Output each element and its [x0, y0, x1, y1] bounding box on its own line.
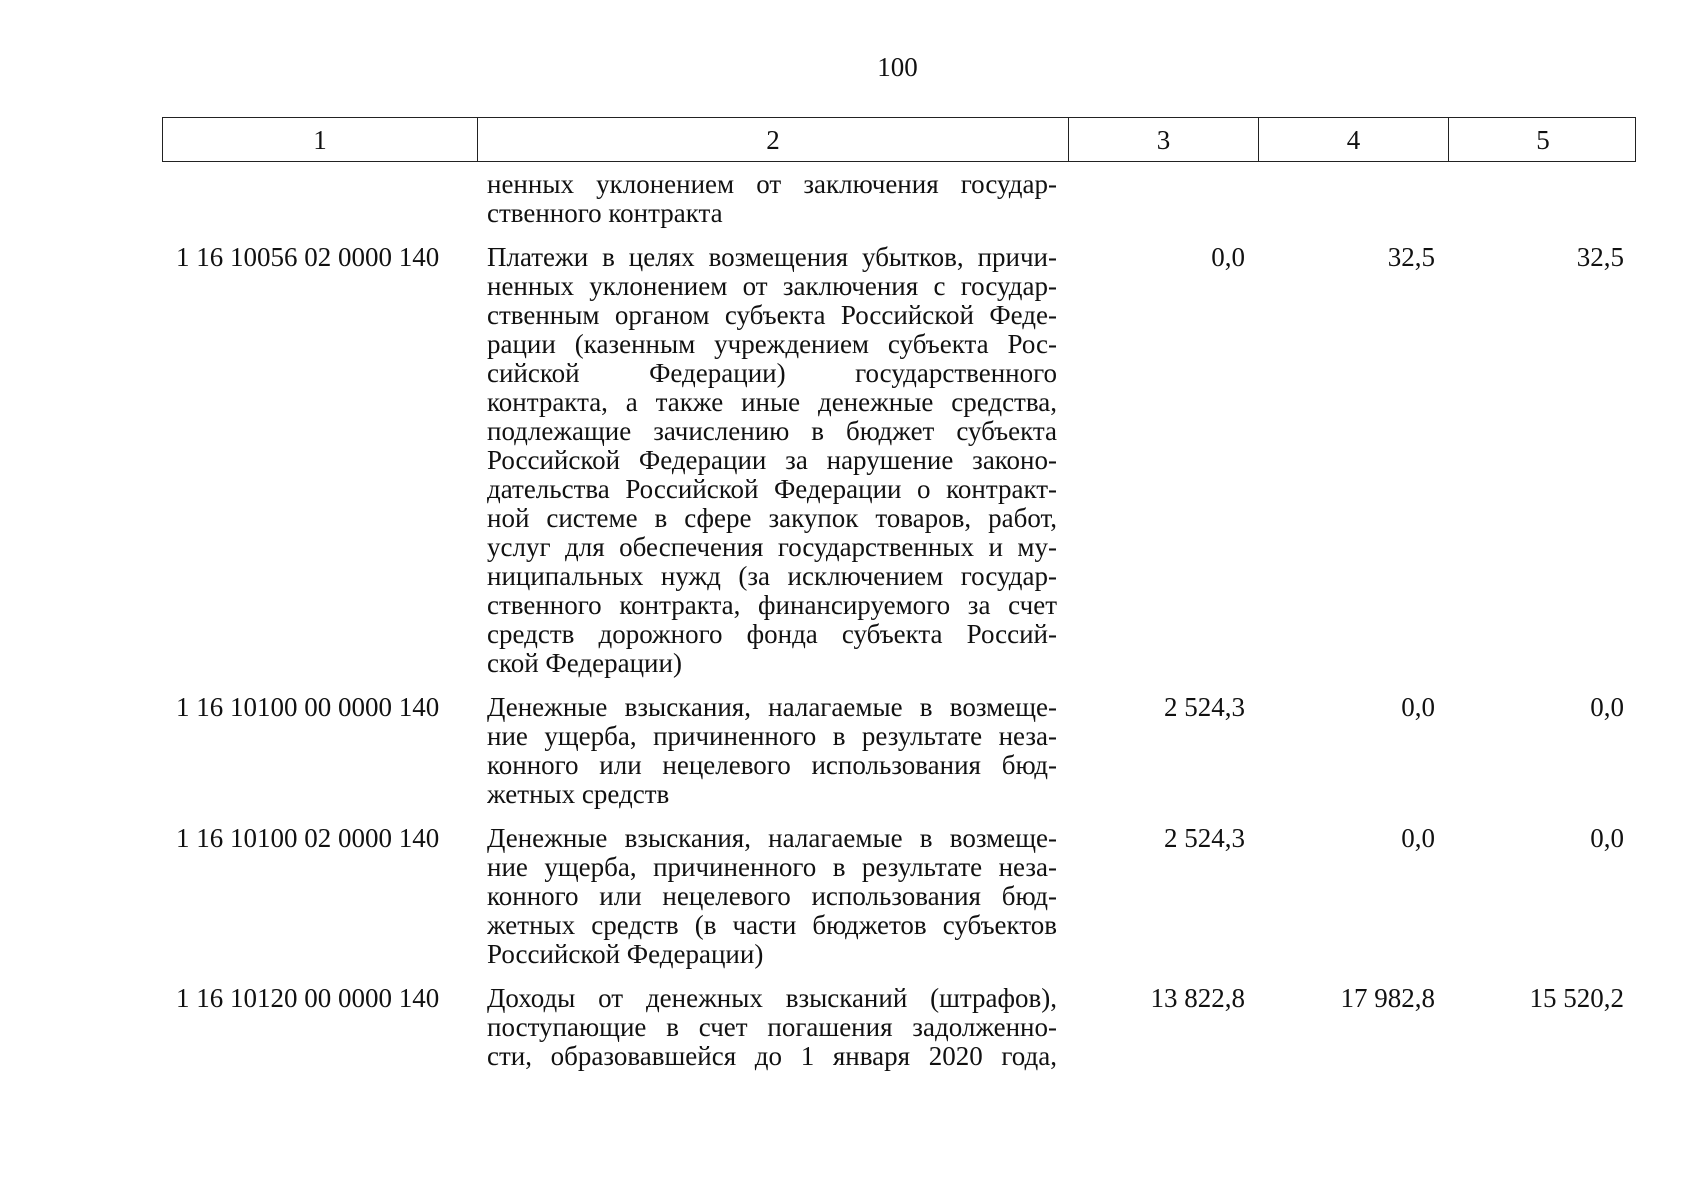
table-header-row: [162, 117, 1636, 162]
row-description: [476, 693, 1067, 809]
row-col-3: 0,0: [1211, 242, 1245, 272]
description-line: ственного контракта: [487, 199, 723, 228]
description-line: услуг для обеспечения государственных и му-: [487, 533, 1057, 562]
row-col-4: 0,0: [1401, 692, 1435, 722]
row-code: [162, 170, 476, 228]
row-description: [476, 170, 1067, 228]
row-col-5: [1447, 170, 1636, 228]
description-line: конного или нецелевого использования бюд-: [487, 751, 1057, 780]
row-col-3: 2 524,3: [1164, 692, 1245, 722]
description-line: ственным органом субъекта Российской Феде-: [487, 301, 1057, 330]
description-line: сийской Федерации) государственного: [487, 359, 1057, 388]
row-col-5: 0,0: [1590, 692, 1624, 722]
description-line: контракта, а также иные денежные средства,: [487, 388, 1057, 417]
table-row: [162, 824, 1636, 969]
row-col-5: 32,5: [1576, 242, 1624, 272]
description-line: жетных средств (в части бюджетов субъектов: [487, 911, 1057, 940]
row-description: [476, 243, 1067, 678]
header-col-5: 5: [1448, 118, 1637, 162]
header-col-4: 4: [1258, 118, 1448, 162]
description-line: ской Федерации): [487, 649, 682, 678]
description-line: Доходы от денежных взысканий (штрафов),: [487, 984, 1057, 1013]
description-line: ненных уклонением от заключения государ-: [487, 170, 1057, 199]
description-line: Платежи в целях возмещения убытков, причи-: [487, 243, 1057, 272]
description-line: ненных уклонением от заключения с государ-: [487, 272, 1057, 301]
row-col-4: 32,5: [1387, 242, 1435, 272]
description-line: ной системе в сфере закупок товаров, работ,: [487, 504, 1057, 533]
row-description: [476, 824, 1067, 969]
row-code: 1 16 10100 02 0000 140: [176, 823, 440, 853]
row-col-3: 13 822,8: [1150, 983, 1245, 1013]
header-col-3: 3: [1068, 118, 1258, 162]
description-line: ственного контракта, финансируемого за счет: [487, 591, 1057, 620]
description-line: Российской Федерации): [487, 940, 764, 969]
row-col-3: [1067, 170, 1257, 228]
description-line: ние ущерба, причиненного в результате неза-: [487, 853, 1057, 882]
table-row: [162, 693, 1636, 809]
table-row-continuation: [162, 170, 1636, 228]
row-code: 1 16 10100 00 0000 140: [176, 692, 440, 722]
row-code: 1 16 10056 02 0000 140: [176, 242, 440, 272]
description-line: подлежащие зачислению в бюджет субъекта: [487, 417, 1057, 446]
description-line: поступающие в счет погашения задолженно-: [487, 1013, 1057, 1042]
row-description: [476, 984, 1067, 1071]
budget-table: [162, 117, 1636, 1071]
description-line: Денежные взыскания, налагаемые в возмеще-: [487, 824, 1057, 853]
row-col-5: 0,0: [1590, 823, 1624, 853]
table-row: [162, 243, 1636, 678]
description-line: средств дорожного фонда субъекта Россий-: [487, 620, 1057, 649]
row-col-4: 0,0: [1401, 823, 1435, 853]
row-col-4: 17 982,8: [1340, 983, 1435, 1013]
description-line: сти, образовавшейся до 1 января 2020 года,: [487, 1042, 1057, 1071]
description-line: Денежные взыскания, налагаемые в возмеще-: [487, 693, 1057, 722]
row-col-4: [1257, 170, 1447, 228]
description-line: конного или нецелевого использования бюд-: [487, 882, 1057, 911]
description-line: рации (казенным учреждением субъекта Рос-: [487, 330, 1057, 359]
header-col-2: 2: [477, 118, 1068, 162]
description-line: Российской Федерации за нарушение законо-: [487, 446, 1057, 475]
table-row: [162, 984, 1636, 1071]
page-number: 100: [877, 52, 918, 82]
header-col-1: 1: [313, 125, 327, 155]
row-col-3: 2 524,3: [1164, 823, 1245, 853]
row-code: 1 16 10120 00 0000 140: [176, 983, 440, 1013]
description-line: ние ущерба, причиненного в результате неза-: [487, 722, 1057, 751]
description-line: жетных средств: [487, 780, 670, 809]
description-line: дательства Российской Федерации о контракт-: [487, 475, 1057, 504]
row-col-5: 15 520,2: [1529, 983, 1624, 1013]
description-line: ниципальных нужд (за исключением государ-: [487, 562, 1057, 591]
